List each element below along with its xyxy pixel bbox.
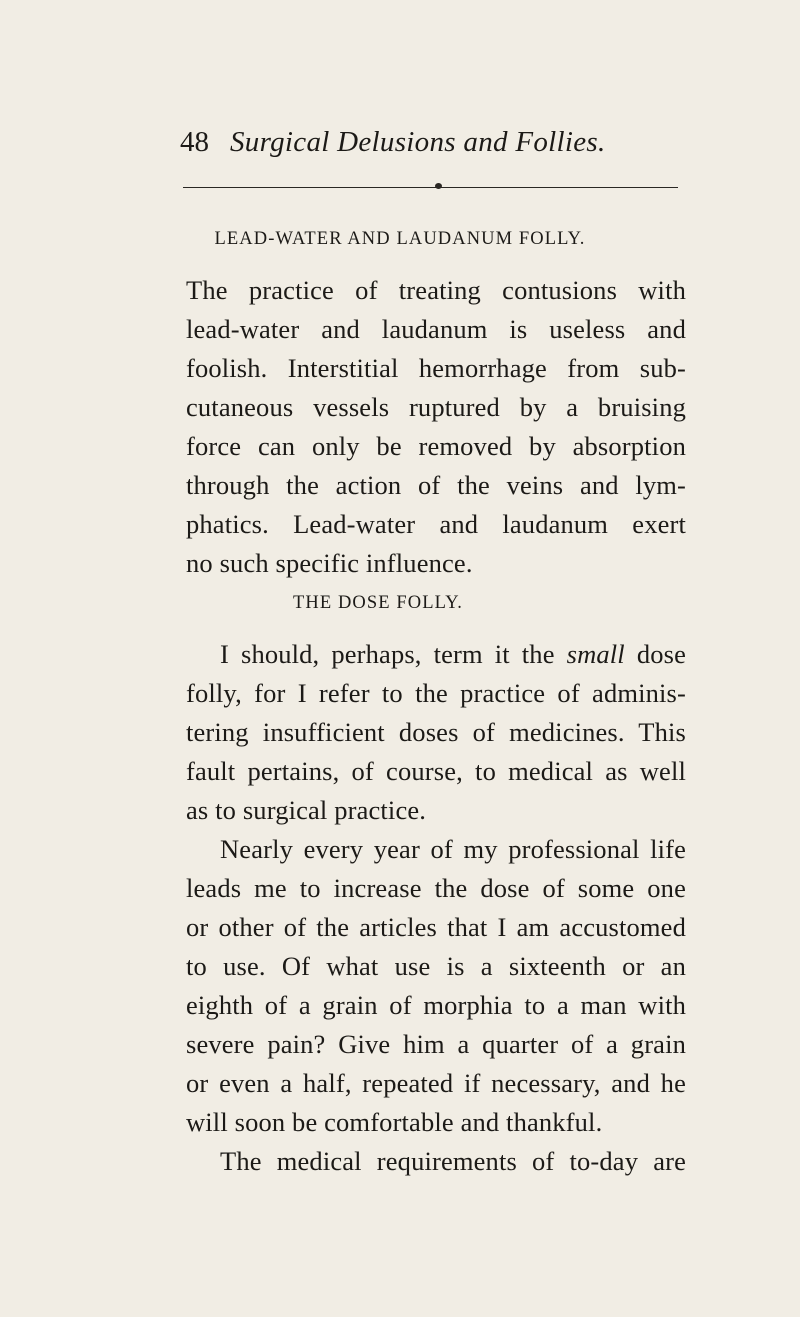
text-line: or even a half, repeated if necessary, and he xyxy=(186,1068,686,1098)
text-line: will soon be comfortable and thankful. xyxy=(186,1107,603,1137)
text-line: through the action of the veins and lym- xyxy=(186,470,686,500)
text-line: eighth of a grain of morphia to a man with xyxy=(186,990,686,1020)
text-fragment: I should, perhaps, term it the xyxy=(220,639,567,669)
emphasized-word: small xyxy=(566,639,625,669)
page-number: 48 xyxy=(180,126,209,158)
page-header xyxy=(0,126,800,166)
running-title: Surgical Delusions and Follies. xyxy=(230,126,606,158)
section-heading-lead-water: LEAD-WATER AND LAUDANUM FOLLY. xyxy=(214,229,586,249)
text-line: or other of the articles that I am accustomed xyxy=(186,912,686,942)
text-line: force can only be removed by absorption xyxy=(186,431,686,461)
text-line: foolish. Interstitial hemorrhage from sub- xyxy=(186,353,686,383)
header-rule xyxy=(183,187,678,188)
text-line: Nearly every year of my professional life xyxy=(220,834,686,864)
text-line: severe pain? Give him a quarter of a grain xyxy=(186,1029,686,1059)
rule-ornament xyxy=(435,183,442,189)
text-line: folly, for I refer to the practice of adminis- xyxy=(186,678,686,708)
text-line: The medical requirements of to-day are xyxy=(220,1146,686,1176)
text-fragment: dose xyxy=(624,639,686,669)
text-line: to use. Of what use is a sixteenth or an xyxy=(186,951,686,981)
text-line: phatics. Lead-water and laudanum exert xyxy=(186,509,686,539)
text-line: fault pertains, of course, to medical as well xyxy=(186,756,686,786)
text-line: tering insufficient doses of medicines. This xyxy=(186,717,686,747)
text-line-first xyxy=(220,639,686,670)
text-line: leads me to increase the dose of some one xyxy=(186,873,686,903)
text-line: no such specific influence. xyxy=(186,548,473,578)
text-line: as to surgical practice. xyxy=(186,795,427,825)
text-line: The practice of treating contusions with xyxy=(186,275,686,305)
text-line: lead-water and laudanum is useless and xyxy=(186,314,686,344)
section-heading-dose-folly: THE DOSE FOLLY. xyxy=(292,593,464,613)
text-line: cutaneous vessels ruptured by a bruising xyxy=(186,392,686,422)
